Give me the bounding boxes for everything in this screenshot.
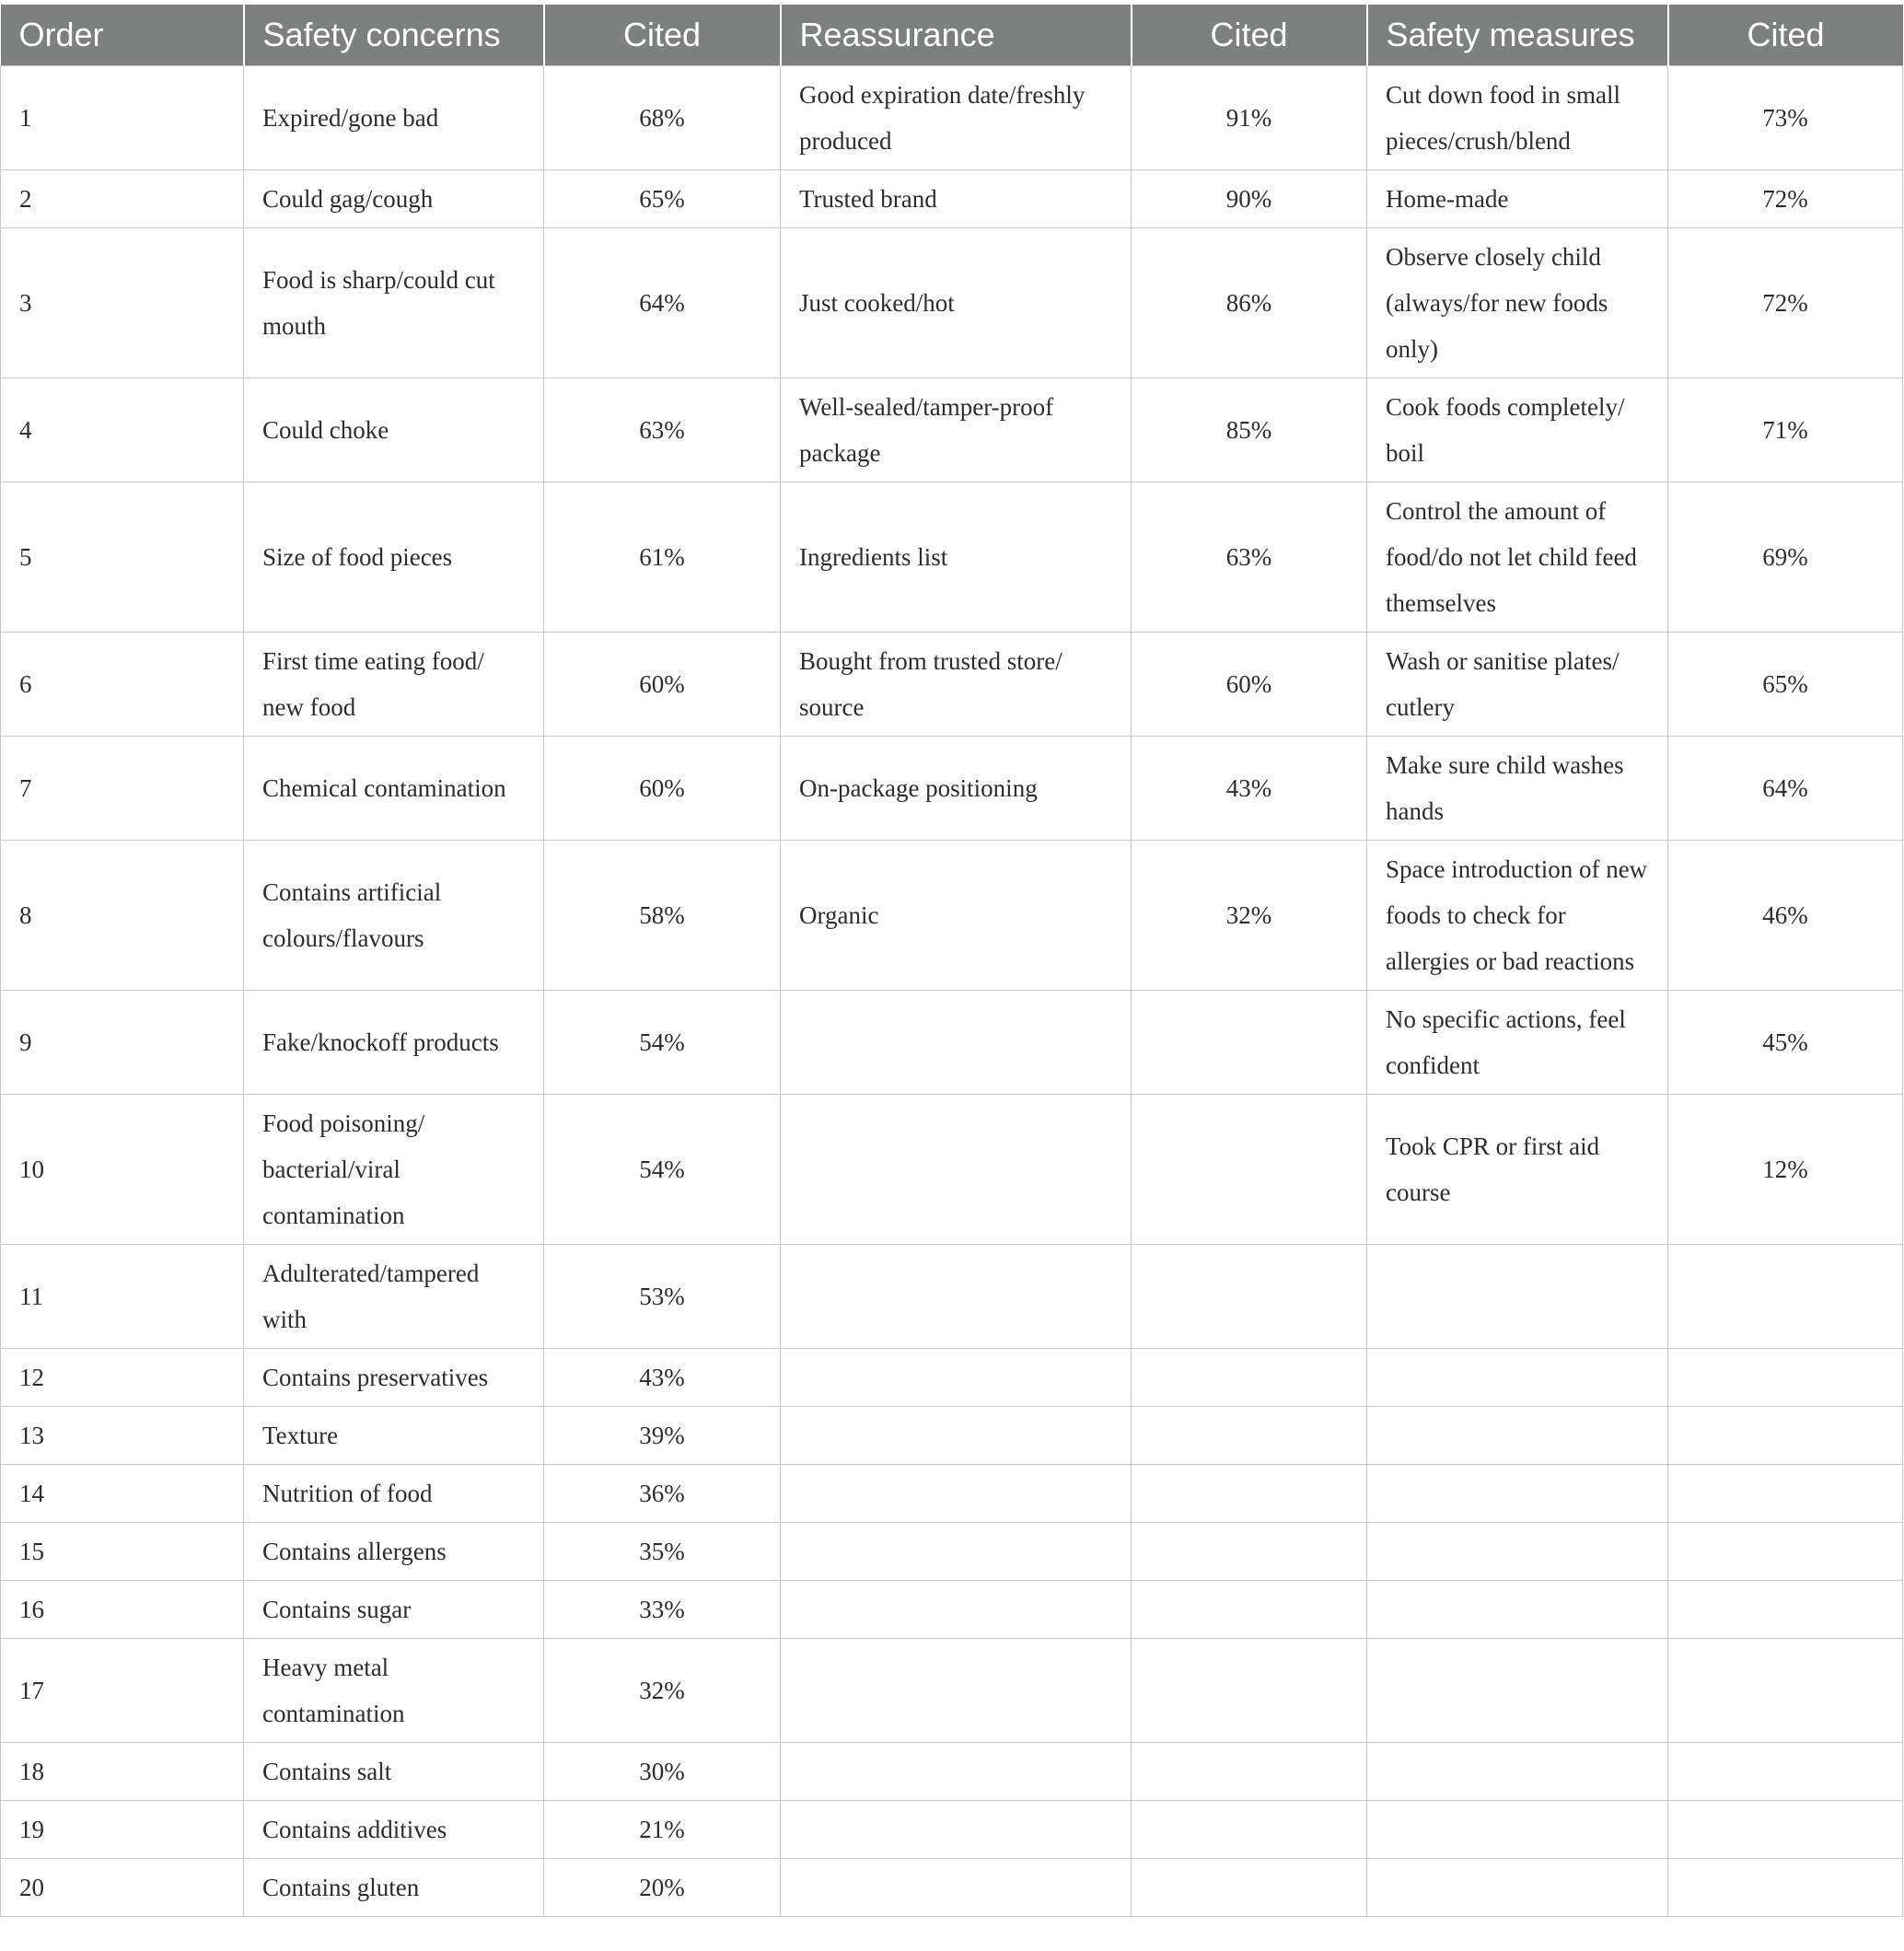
cell-reassurance [781,1801,1132,1859]
cell-safety-measure: Observe closely child (always/for new foods only) [1367,228,1668,378]
cell-reassurance: Ingredients list [781,482,1132,633]
cell-concern-cited: 60% [544,737,781,841]
cell-measure-cited [1668,1245,1903,1349]
cell-safety-concern: Food poisoning/ bacterial/viral contamination [244,1095,544,1245]
cell-concern-cited: 33% [544,1581,781,1639]
cell-reassurance-cited [1132,1407,1367,1465]
cell-reassurance-cited [1132,1639,1367,1743]
cell-reassurance-cited [1132,1349,1367,1407]
cell-safety-measure [1367,1639,1668,1743]
cell-safety-measure: Home-made [1367,170,1668,228]
cell-concern-cited: 20% [544,1859,781,1917]
cell-reassurance: Bought from trusted store/ source [781,633,1132,737]
cell-measure-cited: 73% [1668,66,1903,170]
cell-safety-measure [1367,1743,1668,1801]
header-cited-reassurance: Cited [1132,5,1367,66]
table-row [1,1407,1903,1465]
table-row [1,482,1903,633]
cell-safety-measure: Space introduction of new foods to check for allergies or bad reactions [1367,841,1668,991]
table-row [1,1523,1903,1581]
table-row [1,170,1903,228]
cell-measure-cited [1668,1743,1903,1801]
cell-reassurance-cited: 32% [1132,841,1367,991]
header-reassurance: Reassurance [781,5,1132,66]
table-row [1,1859,1903,1917]
cell-concern-cited: 54% [544,991,781,1095]
cell-concern-cited: 65% [544,170,781,228]
cell-concern-cited: 63% [544,378,781,482]
table-body [1,66,1903,1917]
cell-order: 13 [1,1407,244,1465]
cell-reassurance [781,1743,1132,1801]
cell-safety-concern: Texture [244,1407,544,1465]
cell-measure-cited [1668,1349,1903,1407]
cell-safety-concern: First time eating food/ new food [244,633,544,737]
table-row [1,737,1903,841]
cell-measure-cited [1668,1407,1903,1465]
cell-order: 12 [1,1349,244,1407]
cell-reassurance [781,1639,1132,1743]
table-row [1,1639,1903,1743]
table-row [1,228,1903,378]
cell-reassurance-cited [1132,1743,1367,1801]
cell-measure-cited [1668,1639,1903,1743]
table-row [1,841,1903,991]
table-row [1,1743,1903,1801]
table-row [1,378,1903,482]
cell-reassurance-cited: 90% [1132,170,1367,228]
cell-reassurance [781,1407,1132,1465]
cell-order: 9 [1,991,244,1095]
cell-concern-cited: 61% [544,482,781,633]
cell-safety-measure [1367,1801,1668,1859]
cell-measure-cited: 72% [1668,228,1903,378]
table-row [1,633,1903,737]
cell-safety-concern: Chemical contamination [244,737,544,841]
cell-reassurance [781,1245,1132,1349]
cell-safety-concern: Fake/knockoff products [244,991,544,1095]
cell-order: 16 [1,1581,244,1639]
cell-reassurance-cited [1132,991,1367,1095]
cell-safety-measure [1367,1245,1668,1349]
cell-concern-cited: 54% [544,1095,781,1245]
table-row [1,1245,1903,1349]
cell-safety-measure: Cut down food in small pieces/crush/blend [1367,66,1668,170]
cell-measure-cited: 72% [1668,170,1903,228]
cell-safety-concern: Heavy metal contamination [244,1639,544,1743]
cell-reassurance [781,1523,1132,1581]
cell-measure-cited [1668,1523,1903,1581]
header-cited-concerns: Cited [544,5,781,66]
header-safety-concerns: Safety concerns [244,5,544,66]
cell-reassurance [781,1859,1132,1917]
cell-measure-cited [1668,1581,1903,1639]
cell-order: 6 [1,633,244,737]
cell-concern-cited: 58% [544,841,781,991]
cell-reassurance: On-package positioning [781,737,1132,841]
cell-order: 4 [1,378,244,482]
cell-reassurance-cited [1132,1801,1367,1859]
cell-concern-cited: 60% [544,633,781,737]
cell-concern-cited: 32% [544,1639,781,1743]
table-row [1,1095,1903,1245]
cell-measure-cited [1668,1465,1903,1523]
cell-reassurance-cited: 91% [1132,66,1367,170]
table-row [1,1465,1903,1523]
cell-safety-concern: Could choke [244,378,544,482]
cell-safety-concern: Expired/gone bad [244,66,544,170]
header-safety-measures: Safety measures [1367,5,1668,66]
cell-measure-cited: 65% [1668,633,1903,737]
cell-order: 11 [1,1245,244,1349]
cell-reassurance: Trusted brand [781,170,1132,228]
cell-safety-concern: Contains salt [244,1743,544,1801]
cell-concern-cited: 53% [544,1245,781,1349]
cell-measure-cited: 71% [1668,378,1903,482]
cell-concern-cited: 21% [544,1801,781,1859]
cell-safety-concern: Could gag/cough [244,170,544,228]
cell-safety-concern: Contains artificial colours/flavours [244,841,544,991]
cell-safety-concern: Adulterated/tampered with [244,1245,544,1349]
cell-safety-concern: Contains allergens [244,1523,544,1581]
cell-safety-measure: Took CPR or first aid course [1367,1095,1668,1245]
cell-measure-cited: 46% [1668,841,1903,991]
cell-concern-cited: 36% [544,1465,781,1523]
cell-order: 14 [1,1465,244,1523]
cell-reassurance: Organic [781,841,1132,991]
cell-reassurance [781,991,1132,1095]
cell-order: 18 [1,1743,244,1801]
cell-reassurance-cited [1132,1581,1367,1639]
cell-order: 8 [1,841,244,991]
cell-safety-measure: Make sure child washes hands [1367,737,1668,841]
header-order: Order [1,5,244,66]
table-header [1,5,1903,66]
cell-concern-cited: 35% [544,1523,781,1581]
cell-reassurance: Good expiration date/freshly produced [781,66,1132,170]
cell-reassurance-cited [1132,1095,1367,1245]
cell-safety-concern: Contains additives [244,1801,544,1859]
cell-safety-measure [1367,1523,1668,1581]
cell-safety-measure: No specific actions, feel confident [1367,991,1668,1095]
cell-concern-cited: 68% [544,66,781,170]
cell-reassurance-cited [1132,1245,1367,1349]
cell-concern-cited: 30% [544,1743,781,1801]
cell-safety-measure: Cook foods completely/ boil [1367,378,1668,482]
table-row [1,66,1903,170]
cell-order: 10 [1,1095,244,1245]
cell-order: 3 [1,228,244,378]
cell-safety-concern: Nutrition of food [244,1465,544,1523]
cell-safety-concern: Size of food pieces [244,482,544,633]
cell-safety-measure [1367,1465,1668,1523]
cell-concern-cited: 39% [544,1407,781,1465]
cell-order: 17 [1,1639,244,1743]
cell-reassurance-cited: 85% [1132,378,1367,482]
cell-safety-measure: Wash or sanitise plates/ cutlery [1367,633,1668,737]
header-row [1,5,1903,66]
cell-safety-concern: Contains sugar [244,1581,544,1639]
cell-reassurance-cited: 60% [1132,633,1367,737]
cell-safety-measure [1367,1859,1668,1917]
cell-concern-cited: 43% [544,1349,781,1407]
cell-safety-measure [1367,1407,1668,1465]
cell-order: 19 [1,1801,244,1859]
cell-reassurance-cited: 86% [1132,228,1367,378]
cell-safety-measure: Control the amount of food/do not let child feed themselves [1367,482,1668,633]
cell-measure-cited: 45% [1668,991,1903,1095]
cell-measure-cited: 69% [1668,482,1903,633]
cell-reassurance: Well-sealed/tamper-proof package [781,378,1132,482]
cell-safety-measure [1367,1349,1668,1407]
cell-order: 2 [1,170,244,228]
table-row [1,1801,1903,1859]
cell-safety-concern: Food is sharp/could cut mouth [244,228,544,378]
cell-reassurance [781,1349,1132,1407]
cell-reassurance-cited [1132,1523,1367,1581]
cell-reassurance-cited: 43% [1132,737,1367,841]
cell-safety-concern: Contains gluten [244,1859,544,1917]
cell-order: 20 [1,1859,244,1917]
cell-reassurance [781,1465,1132,1523]
cell-measure-cited: 64% [1668,737,1903,841]
cell-measure-cited [1668,1801,1903,1859]
table-row [1,1581,1903,1639]
cell-reassurance [781,1095,1132,1245]
table-row [1,991,1903,1095]
cell-concern-cited: 64% [544,228,781,378]
cell-measure-cited [1668,1859,1903,1917]
cell-order: 5 [1,482,244,633]
cell-order: 7 [1,737,244,841]
cell-reassurance [781,1581,1132,1639]
cell-safety-measure [1367,1581,1668,1639]
cell-reassurance-cited [1132,1859,1367,1917]
cell-reassurance-cited: 63% [1132,482,1367,633]
cell-reassurance-cited [1132,1465,1367,1523]
cell-safety-concern: Contains preservatives [244,1349,544,1407]
cell-reassurance: Just cooked/hot [781,228,1132,378]
cell-order: 1 [1,66,244,170]
table-row [1,1349,1903,1407]
safety-table [0,5,1903,1917]
header-cited-measures: Cited [1668,5,1903,66]
cell-order: 15 [1,1523,244,1581]
cell-measure-cited: 12% [1668,1095,1903,1245]
